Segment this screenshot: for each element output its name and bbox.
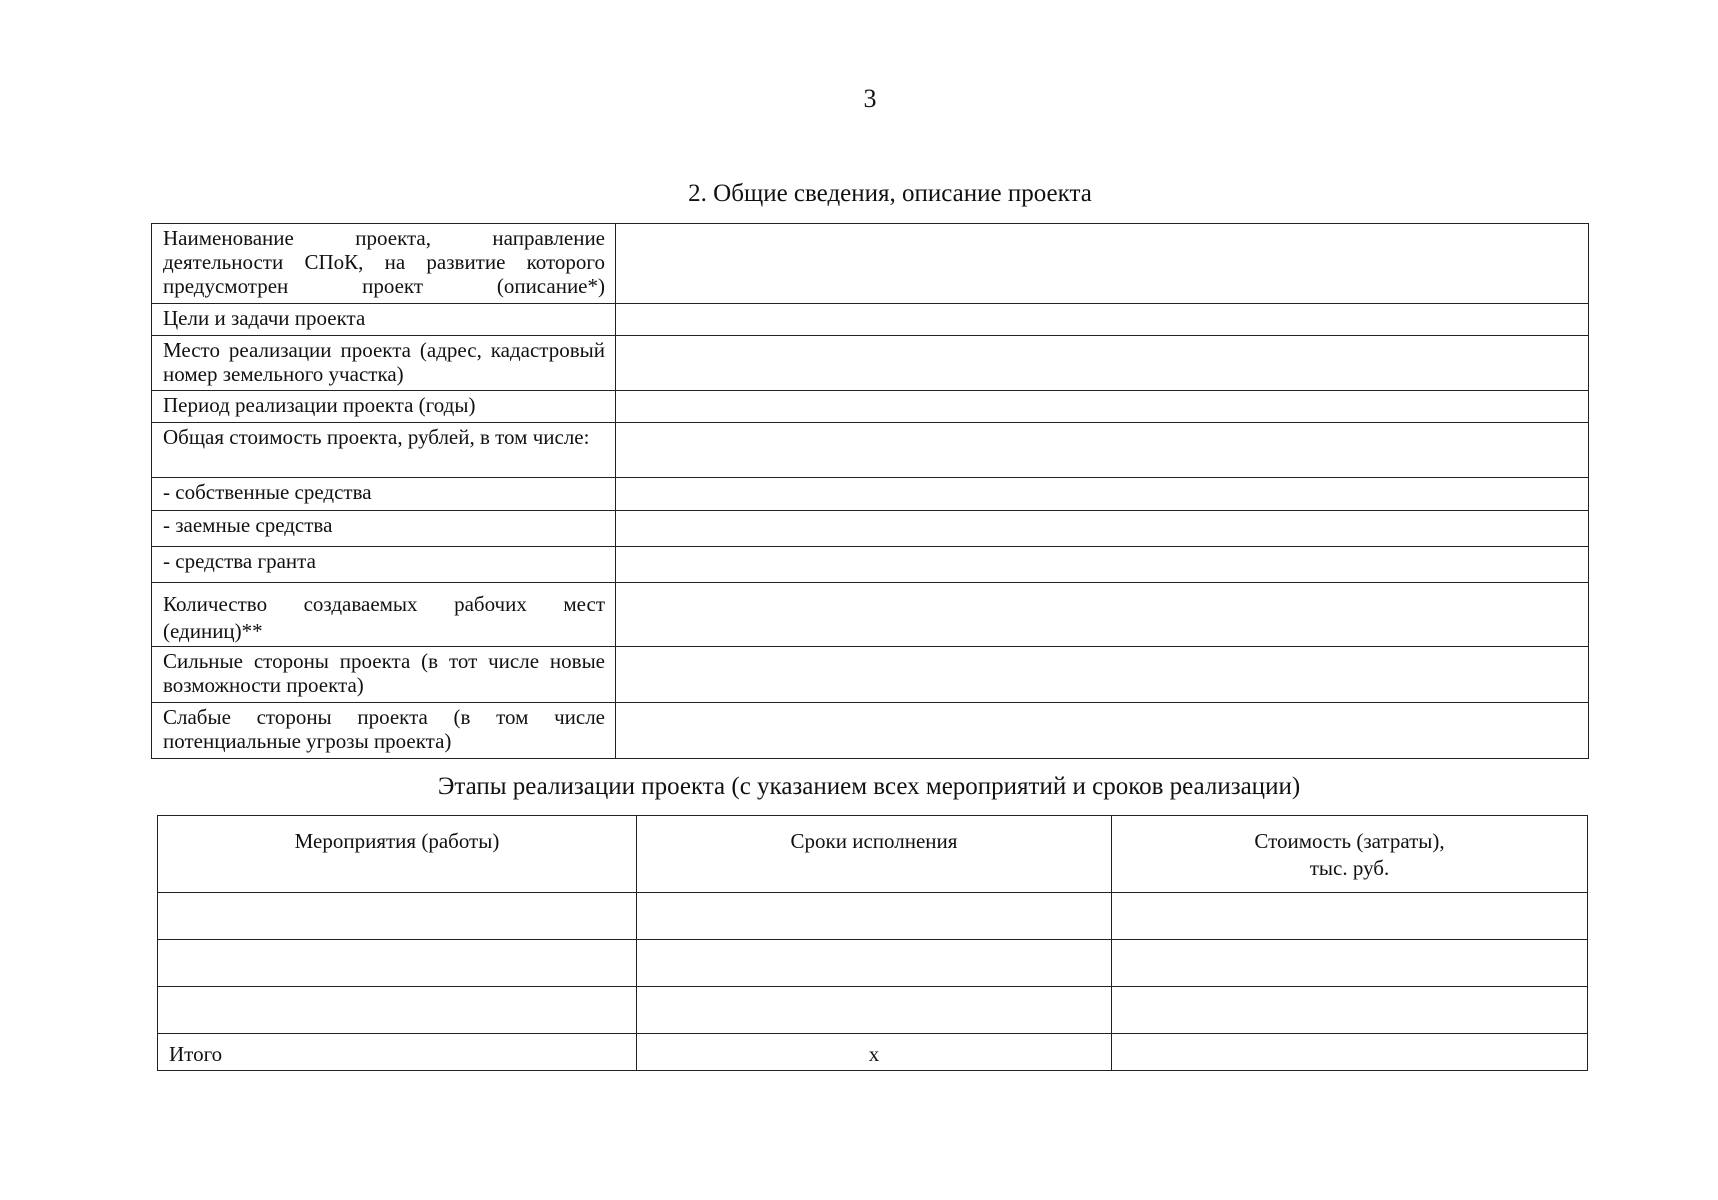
general-info-table	[151, 223, 1589, 759]
stage-cell-deadline[interactable]	[637, 893, 1112, 940]
row-value-borrowed-funds[interactable]	[616, 511, 1589, 547]
row-value-strengths[interactable]	[616, 647, 1589, 703]
row-label-own-funds: - собственные средства	[152, 478, 616, 511]
row-label-period: Период реализации проекта (годы)	[152, 391, 616, 423]
total-row	[158, 1034, 1588, 1071]
page-number: 3	[863, 84, 877, 113]
table-row	[152, 547, 1589, 583]
total-deadlines-mark: x	[637, 1034, 1112, 1071]
table-row	[152, 511, 1589, 547]
stage-cell-activity[interactable]	[158, 987, 637, 1034]
header-cost-line1: Стоимость (затраты),	[1254, 829, 1445, 853]
stage-cell-deadline[interactable]	[637, 940, 1112, 987]
table-row	[152, 703, 1589, 759]
row-value-grant-funds[interactable]	[616, 547, 1589, 583]
total-label: Итого	[158, 1034, 637, 1071]
row-label-jobs: Количество создаваемых рабочих мест (единиц)**	[152, 583, 616, 647]
row-label-borrowed-funds: - заемные средства	[152, 511, 616, 547]
table-row	[158, 893, 1588, 940]
table-row	[158, 987, 1588, 1034]
row-value-period[interactable]	[616, 391, 1589, 423]
table-row	[152, 647, 1589, 703]
section-title: 2. Общие сведения, описание проекта	[688, 180, 1092, 207]
row-label-total-cost: Общая стоимость проекта, рублей, в том числе:	[152, 423, 616, 478]
table-row	[152, 478, 1589, 511]
row-label-grant-funds: - средства гранта	[152, 547, 616, 583]
header-deadlines: Сроки исполнения	[637, 816, 1112, 893]
stages-title: Этапы реализации проекта (с указанием всех мероприятий и сроков реализации)	[437, 773, 1301, 800]
row-label-strengths: Сильные стороны проекта (в тот числе новые возможности проекта)	[152, 647, 616, 703]
row-value-location[interactable]	[616, 336, 1589, 391]
row-value-jobs[interactable]	[616, 583, 1589, 647]
table-header-row	[158, 816, 1588, 893]
header-activities: Мероприятия (работы)	[158, 816, 637, 893]
stage-cell-activity[interactable]	[158, 940, 637, 987]
row-value-total-cost[interactable]	[616, 423, 1589, 478]
total-cost-cell[interactable]	[1112, 1034, 1588, 1071]
stage-cell-cost[interactable]	[1112, 940, 1588, 987]
header-cost-line2: тыс. руб.	[1309, 856, 1390, 880]
row-label-goals: Цели и задачи проекта	[152, 304, 616, 336]
table-row	[152, 391, 1589, 423]
stage-cell-cost[interactable]	[1112, 987, 1588, 1034]
table-row	[158, 940, 1588, 987]
row-value-goals[interactable]	[616, 304, 1589, 336]
stage-cell-cost[interactable]	[1112, 893, 1588, 940]
table-row	[152, 423, 1589, 478]
header-cost	[1112, 816, 1588, 893]
stage-cell-activity[interactable]	[158, 893, 637, 940]
row-label-project-name: Наименование проекта, направление деятельности СПоК, на развитие которого предусмотрен проект (описание*)	[152, 224, 616, 304]
row-value-project-name[interactable]	[616, 224, 1589, 304]
stage-cell-deadline[interactable]	[637, 987, 1112, 1034]
table-row	[152, 304, 1589, 336]
row-label-location: Место реализации проекта (адрес, кадастровый номер земельного участка)	[152, 336, 616, 391]
stages-table	[157, 815, 1588, 1071]
row-value-weaknesses[interactable]	[616, 703, 1589, 759]
table-row	[152, 583, 1589, 647]
table-row	[152, 336, 1589, 391]
row-label-weaknesses: Слабые стороны проекта (в том числе потенциальные угрозы проекта)	[152, 703, 616, 759]
table-row	[152, 224, 1589, 304]
row-value-own-funds[interactable]	[616, 478, 1589, 511]
